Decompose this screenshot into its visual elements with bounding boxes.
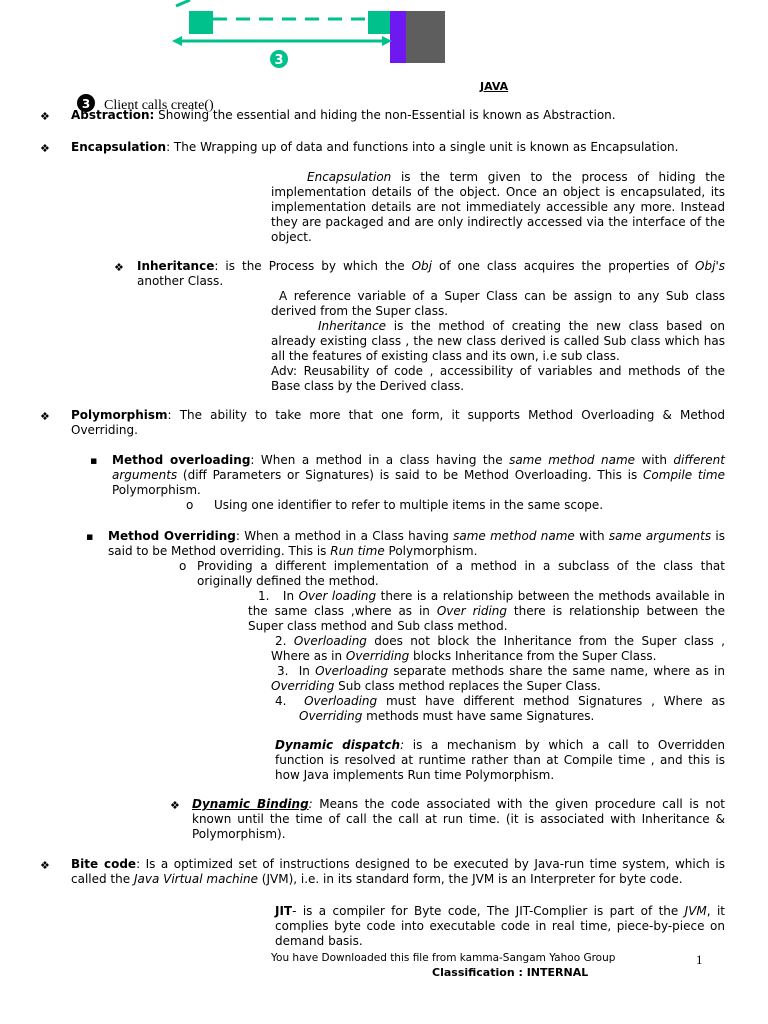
diagram-caption: Client calls create() [104, 98, 214, 113]
overriding-point-3: 3. In Overloading separate methods share the same name, where as in Overriding Sub class method replaces the Super Class. [271, 664, 725, 693]
dynamic-binding-para: Dynamic Binding: Means the code associated with the given procedure call is not known until the time of call the call at run time. (it is associated with Inheritance & Polymorphism). [192, 797, 725, 841]
overriding-point-1: 1. In Over loading there is a relationship between the methods available in the same class ,where as in Over riding there is relationship between the Super class method and Sub class method. [248, 589, 726, 633]
diagram-arrow-left-head [172, 36, 182, 46]
inheritance-note-1: A reference variable of a Super Class can be assign to any Sub class derived from the Super class. [271, 289, 725, 318]
overloading-para: Method overloading: When a method in a class having the same method name with different arguments (diff Parameters or Signatures) is said to be Method Overloading. This is Compile time Polymorphism. [112, 453, 725, 497]
encapsulation-note: Encapsulation is the term given to the process of hiding the implementation details of the object. Once an object is encapsulated, its implementation details are not immediately accessible any more. Instead they are packaged and are only indirectly accessed via the interface of the object. [271, 170, 725, 244]
svg-text:3: 3 [81, 97, 91, 111]
inheritance-note-2: Inheritance is the method of creating the new class based on already existing class , the new class derived is called Sub class which has all the features of existing class and its own, i.e sub class. [271, 319, 725, 363]
diamond-bullet: ❖ [40, 142, 50, 155]
diagram-left-box [189, 11, 213, 34]
diagram-step-number: 3 [274, 53, 284, 68]
encapsulation-para: Encapsulation: The Wrapping up of data and functions into a single unit is known as Encapsulation. [71, 140, 679, 154]
diagram-arrow-fragment [176, 0, 190, 6]
download-note: You have Downloaded this file from kamma-Sangam Yahoo Group [271, 952, 616, 964]
dynamic-dispatch-para: Dynamic dispatch: is a mechanism by which a call to Overridden function is resolved at runtime rather than at Compile time , and this is how Java implements Run time Polymorphism. [275, 738, 725, 782]
overriding-sub: Providing a different implementation of a method in a subclass of the class that originally defined the method. [197, 559, 725, 588]
overloading-sub: Using one identifier to refer to multiple items in the same scope. [214, 498, 604, 512]
square-bullet: ▪ [90, 454, 98, 467]
diagram-grey-block [406, 11, 445, 63]
circle-bullet: o [179, 559, 187, 573]
page-title: JAVA [480, 80, 509, 93]
diamond-bullet: ❖ [40, 859, 50, 872]
overriding-point-2: 2. Overloading does not block the Inheritance from the Super class , Where as in Overriding blocks Inheritance from the Super Class. [271, 634, 725, 663]
diamond-bullet: ❖ [114, 261, 124, 274]
page-number: 1 [696, 952, 703, 967]
jit-para: JIT- is a compiler for Byte code, The JIT-Complier is part of the JVM, it complies byte code into executable code in real time, piece-by-piece on demand basis. [275, 904, 725, 948]
classification-label: Classification : INTERNAL [432, 966, 589, 979]
diamond-bullet: ❖ [170, 799, 180, 812]
diagram-purple-bar [390, 11, 406, 63]
inheritance-note-3: Adv: Reusability of code , accessibility of variables and methods of the Base class by the Derived class. [271, 364, 725, 393]
diamond-bullet: ❖ [40, 110, 50, 123]
diagram-right-box [368, 11, 390, 34]
diamond-bullet: ❖ [40, 410, 50, 423]
overriding-point-4: 4. Overloading must have different method Signatures , Where as Overriding methods must have same Signatures. [275, 694, 725, 723]
abstraction-para: Abstraction: Showing the essential and hiding the non-Essential is known as Abstraction. [71, 108, 616, 122]
bytecode-para: Bite code: Is a optimized set of instructions designed to be executed by Java-run time system, which is called the Java Virtual machine (JVM), i.e. in its standard form, the JVM is an Interpreter for byte code. [71, 857, 725, 886]
inheritance-para: Inheritance: is the Process by which the Obj of one class acquires the properties of Obj's another Class. [137, 259, 725, 288]
circle-bullet: o [186, 498, 194, 512]
diagram [0, 0, 768, 80]
overriding-para: Method Overriding: When a method in a Class having same method name with same arguments is said to be Method overriding. This is Run time Polymorphism. [108, 529, 725, 558]
polymorphism-para: Polymorphism: The ability to take more that one form, it supports Method Overloading & Method Overriding. [71, 408, 725, 437]
square-bullet: ▪ [86, 530, 94, 543]
